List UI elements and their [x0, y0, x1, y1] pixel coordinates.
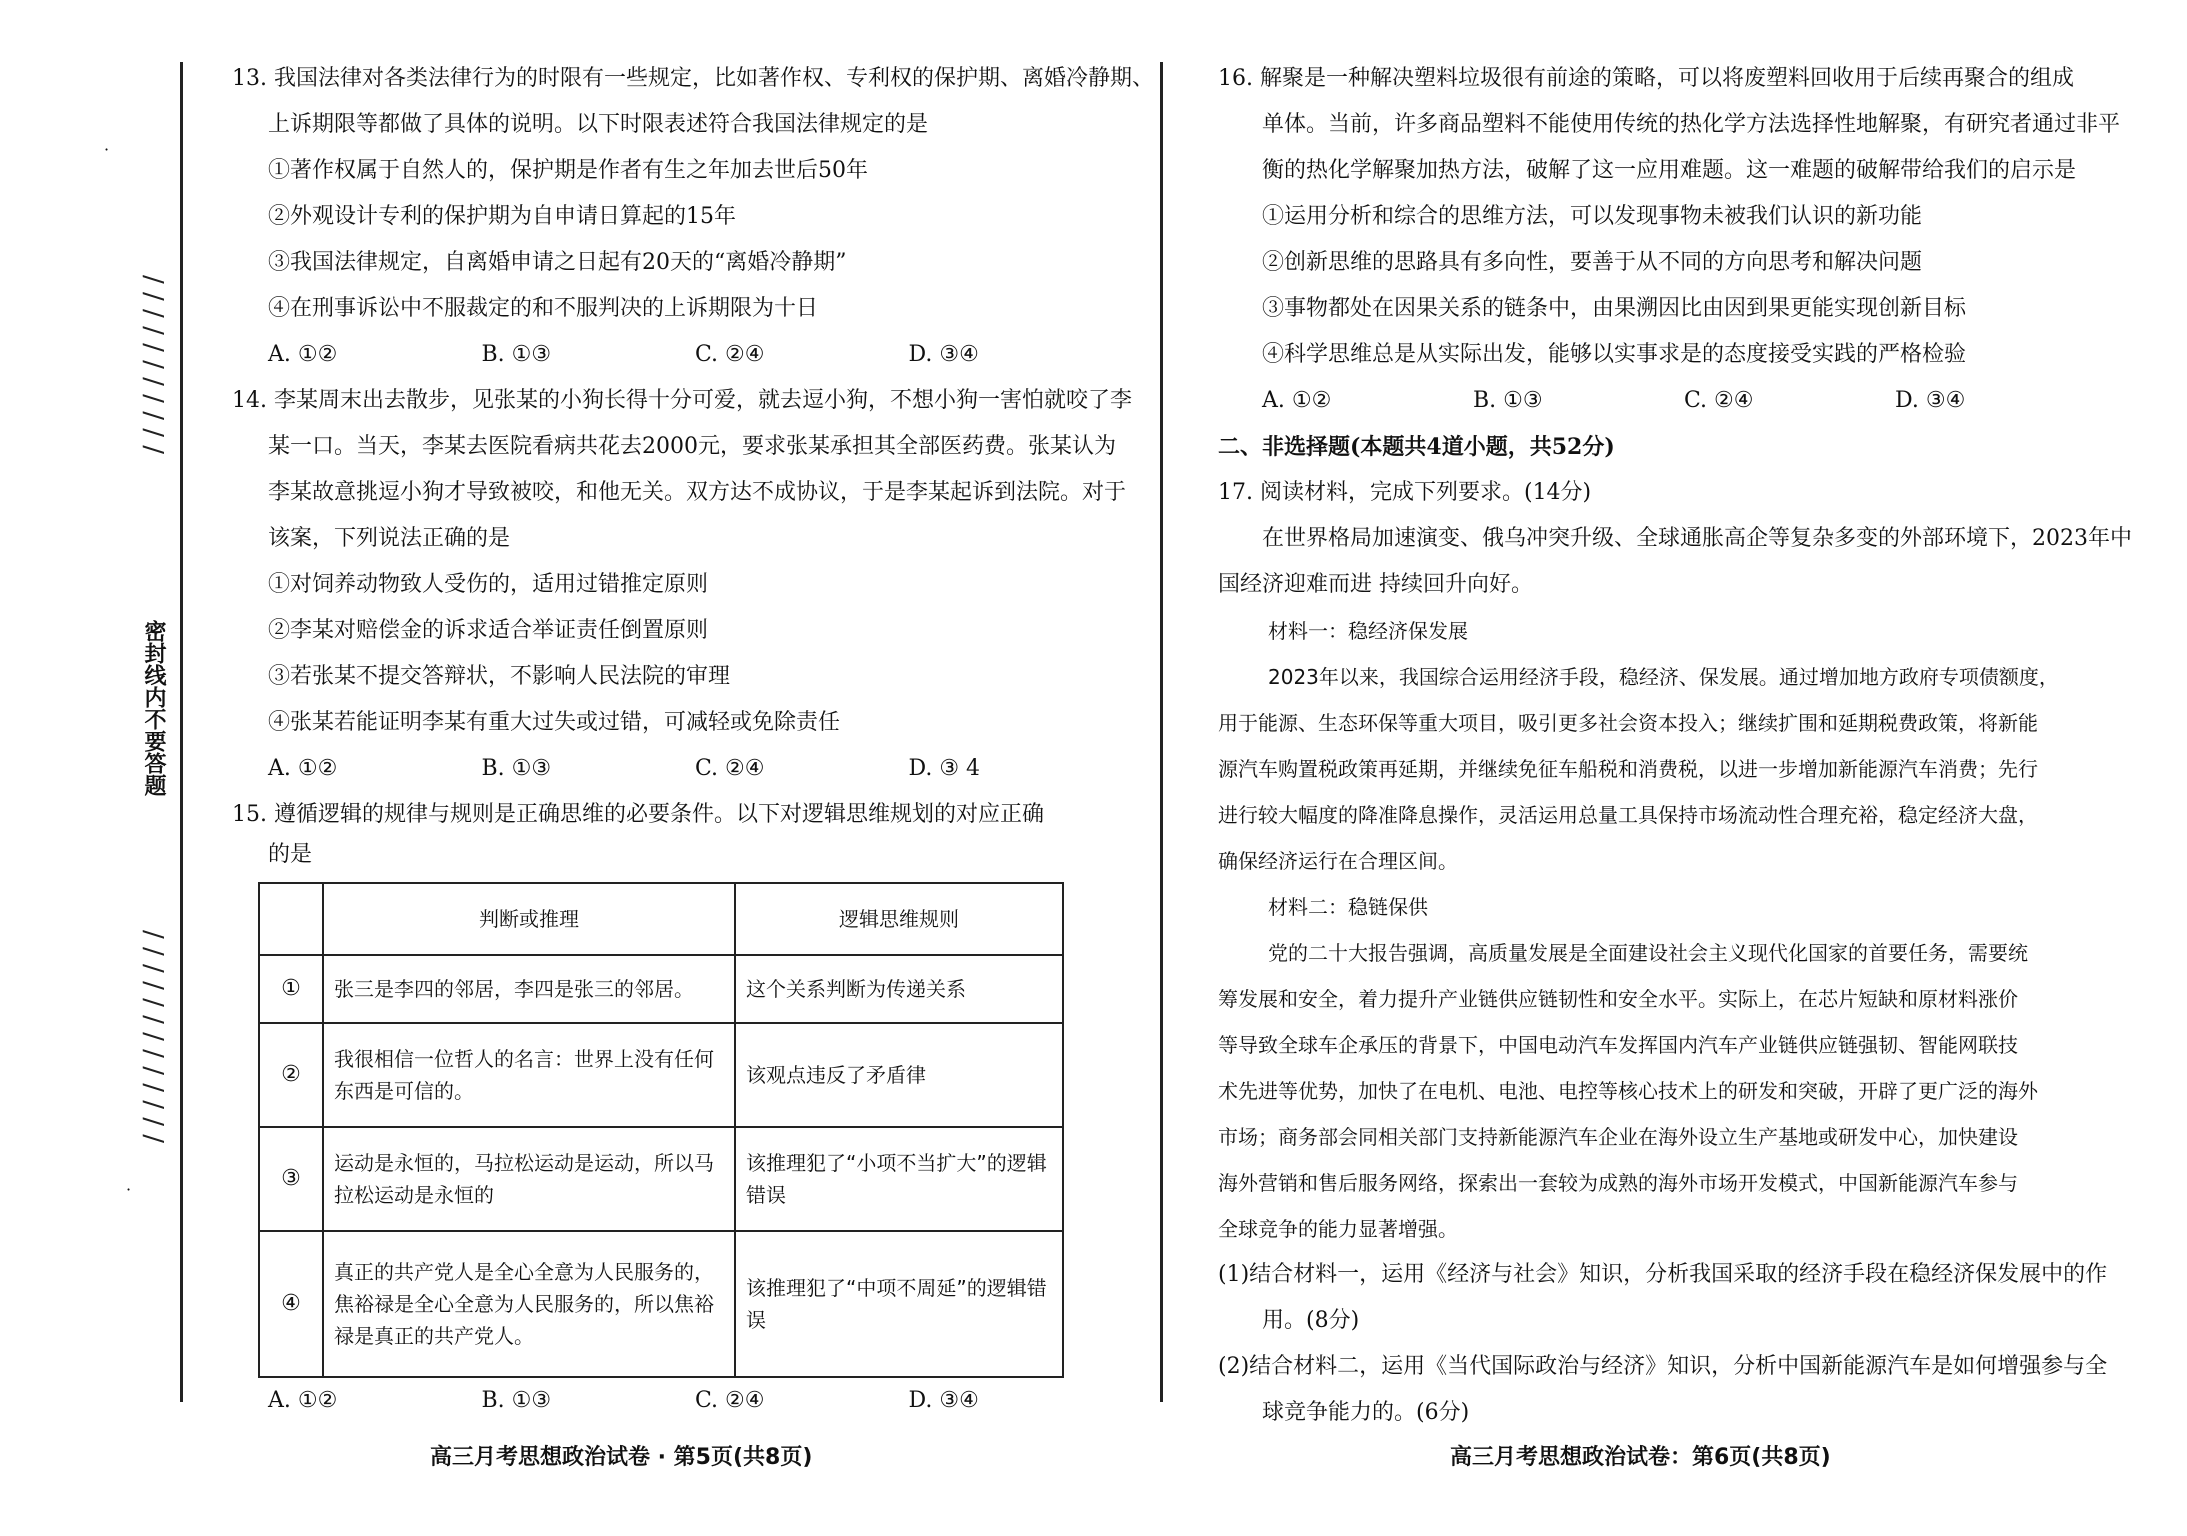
- option-a: A. ①②: [1262, 388, 1332, 413]
- statement-item: ②外观设计专利的保护期为自申请日算起的15年: [268, 204, 736, 229]
- material-2-text: 等导致全球车企承压的背景下，中国电动汽车发挥国内汽车产业链供应链强韧、智能网联技: [1218, 1033, 2018, 1057]
- statement-item: ①对饲养动物致人受伤的，适用过错推定原则: [268, 572, 709, 597]
- question-13: [232, 56, 1154, 378]
- option-b: B. ①③: [481, 756, 552, 781]
- option-b: B. ①③: [1473, 388, 1543, 413]
- question-stem: 的是: [268, 842, 313, 867]
- material-intro: 国经济迎难而进 持续回升向好。: [1218, 572, 1533, 597]
- question-15: [232, 792, 1122, 1424]
- statement-item: ④科学思维总是从实际出发，能够以实事求是的态度接受实践的严格检验: [1262, 342, 1967, 367]
- material-2-text: 全球竞争的能力显著增强。: [1218, 1217, 1458, 1241]
- question-stem: 衡的热化学解聚加热方法，破解了这一应用难题。这一难题的破解带给我们的启示是: [1262, 158, 2077, 183]
- binding-dot: ·: [126, 1180, 132, 1199]
- question-stem: 该案，下列说法正确的是: [268, 526, 511, 551]
- option-d: D. ③④: [1895, 388, 1966, 413]
- answer-options: [1218, 378, 2106, 424]
- table-cell: 张三是李四的邻居，李四是张三的邻居。: [323, 955, 735, 1023]
- logic-table: [258, 882, 1064, 1378]
- material-1-text: 用于能源、生态环保等重大项目，吸引更多社会资本投入；继续扩围和延期税费政策，将新能: [1218, 711, 2038, 735]
- statement-item: ①著作权属于自然人的，保护期是作者有生之年加去世后50年: [268, 158, 868, 183]
- statement-item: ④在刑事诉讼中不服裁定的和不服判决的上诉期限为十日: [268, 296, 819, 321]
- table-cell: 该推理犯了“中项不周延”的逻辑错误: [735, 1231, 1063, 1377]
- table-cell: 真正的共产党人是全心全意为人民服务的，焦裕禄是全心全意为人民服务的，所以焦裕禄是真正的共产党人。: [323, 1231, 735, 1377]
- statement-item: ④张某若能证明李某有重大过失或过错，可减轻或免除责任: [268, 710, 841, 735]
- material-1-title: 材料一：稳经济保发展: [1268, 619, 1468, 643]
- page-footer-left: 高三月考思想政治试卷 · 第5页(共8页): [430, 1445, 813, 1470]
- option-d: D. ③④: [908, 1388, 979, 1413]
- question-stem: 17. 阅读材料，完成下列要求。(14分): [1218, 480, 1592, 505]
- statement-item: ③我国法律规定，自离婚申请之日起有20天的“离婚冷静期”: [268, 250, 847, 275]
- page-footer-right: 高三月考思想政治试卷：第6页(共8页): [1450, 1445, 1831, 1470]
- material-2-text: 党的二十大报告强调，高质量发展是全面建设社会主义现代化国家的首要任务，需要统: [1268, 941, 2028, 965]
- right-page: [1218, 56, 2132, 1436]
- answer-options: [232, 746, 1122, 792]
- sub-question-1: 用。(8分): [1262, 1308, 1360, 1333]
- material-2-text: 海外营销和售后服务网络，探索出一套较为成熟的海外市场开发模式，中国新能源汽车参与: [1218, 1171, 2018, 1195]
- binding-slashes-lower: / / / / / / / / / / / / /: [138, 930, 168, 1144]
- page-divider: [1160, 62, 1163, 1402]
- question-stem: 李某故意挑逗小狗才导致被咬，和他无关。双方达不成协议，于是李某起诉到法院。对于: [268, 480, 1127, 505]
- binding-slashes-upper: / / / / / / / / / / /: [138, 275, 168, 455]
- table-row: [259, 1127, 1063, 1231]
- statement-item: ③事物都处在因果关系的链条中，由果溯因比由因到果更能实现创新目标: [1262, 296, 1967, 321]
- material-intro: 在世界格局加速演变、俄乌冲突升级、全球通胀高企等复杂多变的外部环境下，2023年中: [1262, 526, 2132, 551]
- table-cell: 运动是永恒的，马拉松运动是运动，所以马拉松运动是永恒的: [323, 1127, 735, 1231]
- sub-question-2: 球竞争能力的。(6分): [1262, 1400, 1470, 1425]
- row-number: ④: [259, 1231, 323, 1377]
- statement-item: ③若张某不提交答辩状，不影响人民法院的审理: [268, 664, 731, 689]
- binding-rule: [180, 62, 183, 1402]
- table-header-row: [259, 883, 1063, 955]
- question-stem: 16. 解聚是一种解决塑料垃圾很有前途的策略，可以将废塑料回收用于后续再聚合的组成: [1218, 66, 2074, 91]
- option-b: B. ①③: [481, 342, 552, 367]
- seal-line-text: 密封线内不要答题: [141, 620, 166, 796]
- left-page: [232, 56, 1154, 1424]
- option-c: C. ②④: [695, 342, 765, 367]
- option-a: A. ①②: [268, 756, 338, 781]
- question-stem: 13. 我国法律对各类法律行为的时限有一些规定，比如著作权、专利权的保护期、离婚冷静期、: [232, 66, 1154, 91]
- table-row: [259, 1231, 1063, 1377]
- table-header-blank: [259, 883, 323, 955]
- question-stem: 14. 李某周末出去散步，见张某的小狗长得十分可爱，就去逗小狗，不想小狗一害怕就咬了李: [232, 388, 1132, 413]
- sub-question-2: (2)结合材料二，运用《当代国际政治与经济》知识，分析中国新能源汽车是如何增强参与全: [1218, 1354, 2108, 1379]
- row-number: ③: [259, 1127, 323, 1231]
- option-a: A. ①②: [268, 1388, 338, 1413]
- answer-options: [232, 1378, 1122, 1424]
- table-row: [259, 1023, 1063, 1127]
- row-number: ②: [259, 1023, 323, 1127]
- material-1-text: 2023年以来，我国综合运用经济手段，稳经济、保发展。通过增加地方政府专项债额度，: [1268, 665, 2059, 689]
- answer-options: [232, 332, 1122, 378]
- question-14: [232, 378, 1132, 792]
- section-heading: 二、非选择题(本题共4道小题，共52分): [1218, 434, 1615, 460]
- table-cell: 我很相信一位哲人的名言：世界上没有任何东西是可信的。: [323, 1023, 735, 1127]
- binding-dot: ·: [104, 140, 110, 159]
- table-cell: 该推理犯了“小项不当扩大”的逻辑错误: [735, 1127, 1063, 1231]
- option-c: C. ②④: [1684, 388, 1754, 413]
- question-stem: 单体。当前，许多商品塑料不能使用传统的热化学方法选择性地解聚，有研究者通过非平: [1262, 112, 2121, 137]
- question-stem: 15. 遵循逻辑的规律与规则是正确思维的必要条件。以下对逻辑思维规划的对应正确: [232, 802, 1044, 827]
- table-cell: 该观点违反了矛盾律: [735, 1023, 1063, 1127]
- sub-question-1: (1)结合材料一，运用《经济与社会》知识，分析我国采取的经济手段在稳经济保发展中的作: [1218, 1262, 2108, 1287]
- option-d: D. ③④: [908, 342, 979, 367]
- material-2-title: 材料二：稳链保供: [1268, 895, 1428, 919]
- table-header: 逻辑思维规则: [735, 883, 1063, 955]
- statement-item: ①运用分析和综合的思维方法，可以发现事物未被我们认识的新功能: [1262, 204, 1923, 229]
- material-1-text: 进行较大幅度的降准降息操作，灵活运用总量工具保持市场流动性合理充裕，稳定经济大盘，: [1218, 803, 2038, 827]
- option-d: D. ③ 4: [908, 756, 981, 781]
- material-2-text: 市场；商务部会同相关部门支持新能源汽车企业在海外设立生产基地或研发中心，加快建设: [1218, 1125, 2018, 1149]
- material-2-text: 筹发展和安全，着力提升产业链供应链韧性和安全水平。实际上，在芯片短缺和原材料涨价: [1218, 987, 2018, 1011]
- table-header: 判断或推理: [323, 883, 735, 955]
- material-2-text: 术先进等优势，加快了在电机、电池、电控等核心技术上的研发和突破，开辟了更广泛的海外: [1218, 1079, 2038, 1103]
- statement-item: ②创新思维的思路具有多向性，要善于从不同的方向思考和解决问题: [1262, 250, 1923, 275]
- material-1-text: 源汽车购置税政策再延期，并继续免征车船税和消费税，以进一步增加新能源汽车消费；先行: [1218, 757, 2038, 781]
- statement-item: ②李某对赔偿金的诉求适合举证责任倒置原则: [268, 618, 709, 643]
- option-c: C. ②④: [695, 756, 765, 781]
- option-c: C. ②④: [695, 1388, 765, 1413]
- question-stem: 上诉期限等都做了具体的说明。以下时限表述符合我国法律规定的是: [268, 112, 929, 137]
- row-number: ①: [259, 955, 323, 1023]
- option-b: B. ①③: [481, 1388, 552, 1413]
- question-16: [1218, 56, 2121, 424]
- table-cell: 这个关系判断为传递关系: [735, 955, 1063, 1023]
- binding-strip: [100, 60, 170, 1400]
- question-stem: 某一口。当天，李某去医院看病共花去2000元，要求张某承担其全部医药费。张某认为: [268, 434, 1116, 459]
- table-row: [259, 955, 1063, 1023]
- option-a: A. ①②: [268, 342, 338, 367]
- material-1-text: 确保经济运行在合理区间。: [1218, 849, 1458, 873]
- question-17: [1218, 470, 2132, 1436]
